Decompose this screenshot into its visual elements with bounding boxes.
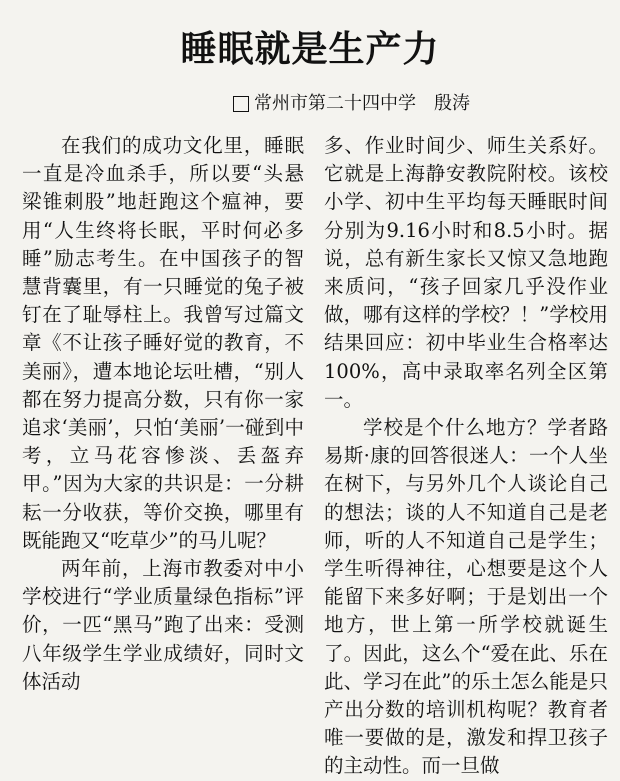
paragraph: 多、作业时间少、师生关系好。它就是上海静安教院附校。该校小学、初中生平均每天睡眠时间分别为9.16小时和8.5小时。据说，总有新生家长又惊又急地跑来质问，“孩子回家几乎没作业做，哪有这样的学校？！”学校用结果回应：初中毕业生合格率达100%，高中录取率名列全区第一。 xyxy=(324,134,608,411)
right-column xyxy=(324,132,608,781)
paragraph: 学校是个什么地方？学者路易斯·康的回答很迷人：一个人坐在树下，与另外几个人谈论自己的想法；谈的人不知道自己是老师，听的人不知道自己是学生；学生听得神往，心想要是这个人能留下来多好啊；于是划出一个地方，世上第一所学校就诞生了。因此，这么个“爱在此、乐在此、学习在此”的乐土怎么能是只产出分数的培训机构呢？教育者唯一要做的是，激发和捍卫孩子的主动性。而一旦做 xyxy=(324,416,608,778)
byline-school: 常州市第二十四中学 xyxy=(254,93,416,114)
paragraph: 两年前，上海市教委对中小学校进行“学业质量绿色指标”评价，一匹“黑马”跑了出来：受测八年级学生学业成绩好，同时文体活动 xyxy=(22,557,304,693)
article-title: 睡眠就是生产力 xyxy=(180,29,440,70)
left-column xyxy=(22,132,304,696)
square-box-icon xyxy=(233,96,249,112)
paragraph: 在我们的成功文化里，睡眠一直是冷血杀手，所以要“头悬梁锥刺股”地赶跑这个瘟神，要用“人生终将长眠，平时何必多睡”励志考生。在中国孩子的智慧背囊里，有一只睡觉的兔子被钉在了耻辱柱上。我曾写过篇文章《不让孩子睡好觉的教育，不美丽》，遭本地论坛吐槽，“别人都在努力提高分数，只有你一家追求‘美丽’，只怕‘美丽’一碰到中考，立马花容惨淡、丢盔弃甲。”因为大家的共识是：一分耕耘一分收获，等价交换，哪里有既能跑又“吃草少”的马儿呢？ xyxy=(22,134,304,552)
byline-author: 殷涛 xyxy=(434,93,470,114)
byline xyxy=(233,92,470,116)
